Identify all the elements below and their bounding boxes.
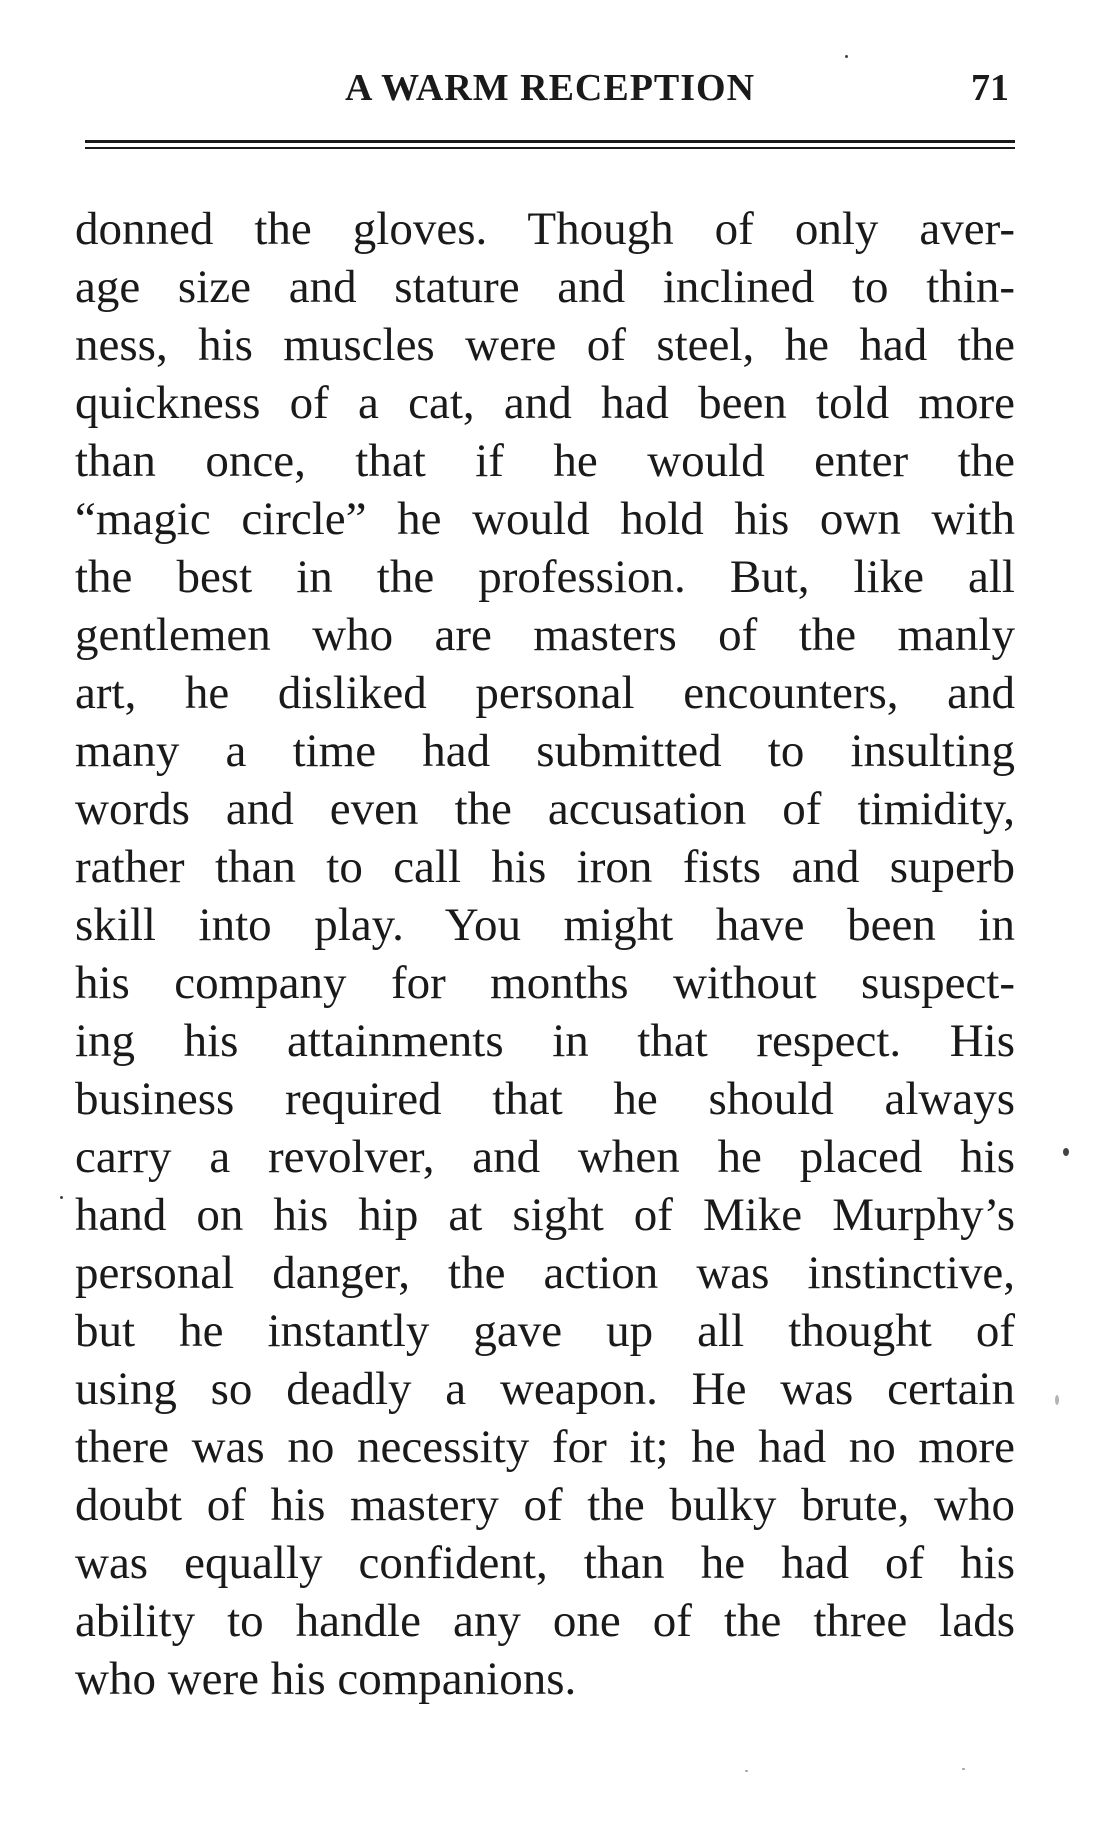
text-line: quickness of a cat, and had been told more — [75, 377, 1015, 429]
text-line: personal danger, the action was instinctive, — [75, 1247, 1015, 1299]
text-line: but he instantly gave up all thought of — [75, 1305, 1015, 1357]
scan-speck — [745, 1770, 748, 1772]
text-line: ability to handle any one of the three lads — [75, 1595, 1015, 1647]
text-line: ing his attainments in that respect. His — [75, 1015, 1015, 1067]
text-line: donned the gloves. Though of only aver- — [75, 203, 1015, 255]
scan-speck — [60, 1196, 63, 1199]
body-text — [75, 200, 1015, 1708]
text-line: gentlemen who are masters of the manly — [75, 609, 1015, 661]
text-line: skill into play. You might have been in — [75, 899, 1015, 951]
scan-speck — [962, 1768, 965, 1770]
text-line: business required that he should always — [75, 1073, 1015, 1125]
text-line: hand on his hip at sight of Mike Murphy’s — [75, 1189, 1015, 1241]
text-line: art, he disliked personal encounters, and — [75, 667, 1015, 719]
scan-speck — [1055, 1395, 1059, 1405]
text-line: the best in the profession. But, like all — [75, 551, 1015, 603]
page-number: 71 — [971, 67, 1009, 109]
text-line: carry a revolver, and when he placed his — [75, 1131, 1015, 1183]
text-line: ness, his muscles were of steel, he had the — [75, 319, 1015, 371]
text-line: many a time had submitted to insulting — [75, 725, 1015, 777]
scan-speck — [845, 55, 848, 58]
text-line: words and even the accusation of timidity, — [75, 783, 1015, 835]
text-line: “magic circle” he would hold his own with — [75, 493, 1015, 545]
text-line: his company for months without suspect- — [75, 957, 1015, 1009]
text-line: age size and stature and inclined to thin- — [75, 261, 1015, 313]
running-title: A WARM RECEPTION — [344, 67, 756, 109]
text-line: was equally confident, than he had of his — [75, 1537, 1015, 1589]
text-line: rather than to call his iron fists and superb — [75, 841, 1015, 893]
header-rule-thick — [85, 140, 1015, 143]
text-line: using so deadly a weapon. He was certain — [75, 1363, 1015, 1415]
text-line: than once, that if he would enter the — [75, 435, 1015, 487]
text-line: doubt of his mastery of the bulky brute, who — [75, 1479, 1015, 1531]
scan-speck — [1063, 1148, 1069, 1156]
header-rule-thin — [85, 147, 1015, 149]
running-header — [85, 58, 1015, 118]
text-line: who were his companions. — [75, 1653, 577, 1705]
text-line: there was no necessity for it; he had no more — [75, 1421, 1015, 1473]
